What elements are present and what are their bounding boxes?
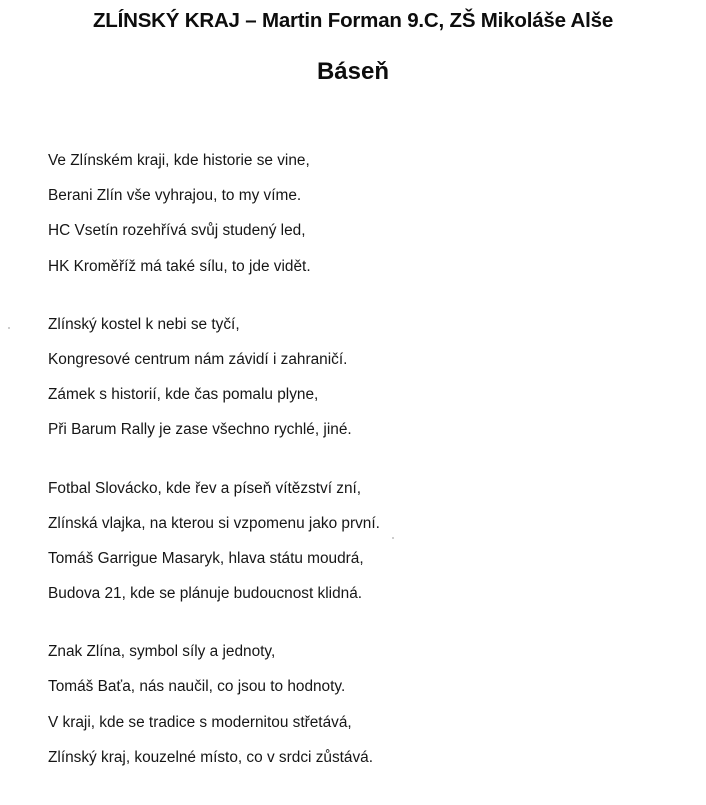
poem-title: Báseň — [316, 58, 390, 85]
poem-line: Kongresové centrum nám závidí i zahraničí. — [48, 350, 348, 368]
poem-line: HK Kroměříž má také sílu, to jde vidět. — [48, 257, 311, 275]
poem-line: Zámek s historií, kde čas pomalu plyne, — [48, 386, 319, 404]
poem-line: Při Barum Rally je zase všechno rychlé, jiné. — [48, 421, 352, 439]
poem-line: V kraji, kde se tradice s modernitou střetává, — [48, 713, 352, 731]
scan-speck — [8, 327, 10, 329]
poem-line: Zlínský kraj, kouzelné místo, co v srdci zůstává. — [48, 748, 374, 766]
poem-line: Zlínská vlajka, na kterou si vzpomenu jako první. — [48, 514, 380, 532]
poem-line: Tomáš Garrigue Masaryk, hlava státu moudrá, — [48, 549, 364, 567]
stanza-1 — [48, 143, 688, 284]
poem-body — [48, 143, 688, 798]
poem-line: Tomáš Baťa, nás naučil, co jsou to hodnoty. — [48, 678, 346, 696]
stanza-4 — [48, 634, 688, 775]
scan-speck — [392, 537, 394, 539]
poem-line: Berani Zlín vše vyhrajou, to my víme. — [48, 187, 302, 205]
poem-line: Fotbal Slovácko, kde řev a píseň vítězství zní, — [48, 479, 362, 497]
poem-line: Zlínský kostel k nebi se tyčí, — [48, 315, 240, 333]
document-header: ZLÍNSKÝ KRAJ – Martin Forman 9.C, ZŠ Mikoláše Alše — [92, 9, 614, 32]
poem-line: Znak Zlína, symbol síly a jednoty, — [48, 643, 276, 661]
poem-line: Budova 21, kde se plánuje budoucnost klidná. — [48, 585, 363, 603]
stanza-3 — [48, 471, 688, 612]
poem-line: Ve Zlínském kraji, kde historie se vine, — [48, 152, 310, 169]
poem-line: HC Vsetín rozehřívá svůj studený led, — [48, 222, 306, 240]
stanza-2 — [48, 307, 688, 448]
